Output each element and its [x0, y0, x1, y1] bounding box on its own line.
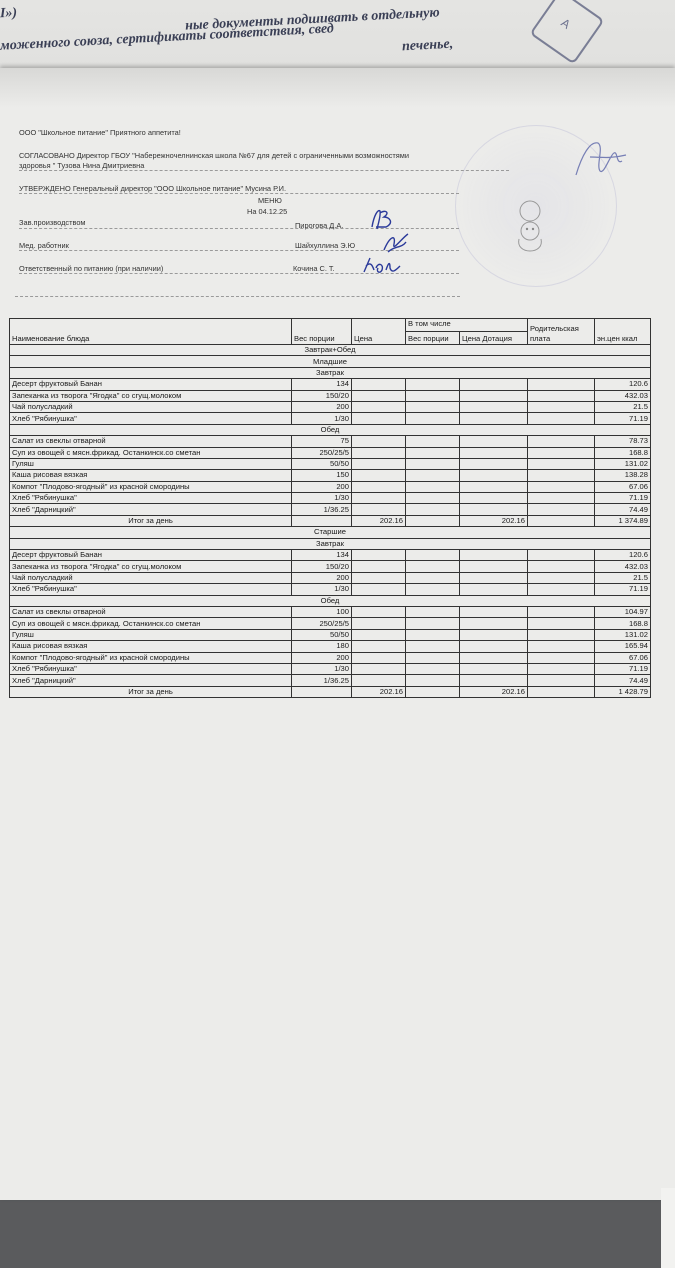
- dish-price: [352, 436, 406, 447]
- inc-weight: [406, 390, 460, 401]
- dish-weight: 150/20: [292, 390, 352, 401]
- inc-price: [460, 584, 528, 595]
- table-row: [10, 390, 651, 401]
- name-responsible: Кочина С. Т.: [293, 264, 335, 273]
- dish-energy: 67.06: [595, 652, 651, 663]
- inc-weight: [406, 561, 460, 572]
- inc-weight: [406, 606, 460, 617]
- dish-name: Суп из овощей с мясн.фрикад. Останкинск.со сметан: [10, 618, 292, 629]
- parent-pay: [528, 641, 595, 652]
- section-label: Обед: [10, 424, 651, 435]
- dish-price: 202.16: [352, 686, 406, 697]
- inc-weight: [406, 379, 460, 390]
- table-row: [10, 379, 651, 390]
- dish-name: Каша рисовая вязкая: [10, 470, 292, 481]
- dish-energy: 1 374.89: [595, 515, 651, 526]
- dish-name: Итог за день: [10, 515, 292, 526]
- inc-price: [460, 675, 528, 686]
- inc-weight: [406, 504, 460, 515]
- inc-weight: [406, 652, 460, 663]
- inc-price: [460, 629, 528, 640]
- inc-weight: [406, 470, 460, 481]
- dish-weight: 200: [292, 481, 352, 492]
- dish-weight: 1/36.25: [292, 675, 352, 686]
- table-row: [10, 504, 651, 515]
- menu-date: На 04.12.25: [247, 207, 288, 216]
- dish-name: Гуляш: [10, 629, 292, 640]
- dish-energy: 165.94: [595, 641, 651, 652]
- dish-price: [352, 641, 406, 652]
- inc-price: [460, 436, 528, 447]
- dish-energy: 21.5: [595, 401, 651, 412]
- dish-name: Итог за день: [10, 686, 292, 697]
- inc-price: [460, 504, 528, 515]
- parent-pay: [528, 470, 595, 481]
- table-row: [10, 663, 651, 674]
- dish-weight: 250/25/5: [292, 618, 352, 629]
- dish-name: Хлеб "Дарницкий": [10, 504, 292, 515]
- menu-title: МЕНЮ: [258, 196, 282, 205]
- dish-energy: 131.02: [595, 458, 651, 469]
- dish-price: [352, 447, 406, 458]
- agreed-line-2: здоровья " Тузова Нина Дмитриевна: [19, 161, 145, 170]
- dish-energy: 168.8: [595, 618, 651, 629]
- dish-energy: 74.49: [595, 675, 651, 686]
- inc-weight: [406, 481, 460, 492]
- section-row: [10, 527, 651, 538]
- dish-energy: 71.19: [595, 413, 651, 424]
- dish-name: Компот "Плодово-ягодный" из красной смородины: [10, 481, 292, 492]
- table-row: [10, 481, 651, 492]
- menu-table: [9, 318, 651, 698]
- dish-weight: 134: [292, 379, 352, 390]
- dish-weight: 1/30: [292, 413, 352, 424]
- col-parent-pay: Родительская плата: [528, 319, 595, 345]
- background-stamp: А: [529, 0, 604, 65]
- dish-price: [352, 470, 406, 481]
- dish-name: Чай полусладкий: [10, 572, 292, 583]
- dish-weight: [292, 686, 352, 697]
- inc-weight: [406, 493, 460, 504]
- dish-name: Десерт фруктовый Банан: [10, 379, 292, 390]
- dish-energy: 104.97: [595, 606, 651, 617]
- inc-weight: [406, 584, 460, 595]
- dish-name: Суп из овощей с мясн.фрикад. Останкинск.со сметан: [10, 447, 292, 458]
- dish-weight: 200: [292, 652, 352, 663]
- inc-price: [460, 390, 528, 401]
- dish-name: Запеканка из творога "Ягодка" со сгущ.молоком: [10, 390, 292, 401]
- background-text-line: печенье,: [401, 36, 454, 55]
- table-row: [10, 550, 651, 561]
- dish-weight: 200: [292, 572, 352, 583]
- inc-weight: [406, 458, 460, 469]
- dish-name: Салат из свеклы отварной: [10, 436, 292, 447]
- inc-weight: [406, 515, 460, 526]
- dish-price: [352, 629, 406, 640]
- parent-pay: [528, 401, 595, 412]
- inc-price: [460, 606, 528, 617]
- parent-pay: [528, 515, 595, 526]
- inc-weight: [406, 550, 460, 561]
- dish-energy: 67.06: [595, 481, 651, 492]
- parent-pay: [528, 584, 595, 595]
- inc-price: [460, 447, 528, 458]
- role-responsible: Ответственный по питанию (при наличии): [19, 264, 164, 273]
- dish-weight: 1/36.25: [292, 504, 352, 515]
- dish-price: [352, 675, 406, 686]
- role-production: Зав.производством: [19, 218, 86, 227]
- dish-price: [352, 618, 406, 629]
- inc-price: [460, 458, 528, 469]
- dish-energy: 131.02: [595, 629, 651, 640]
- dish-price: [352, 413, 406, 424]
- section-row: [10, 424, 651, 435]
- background-text-line: моженного союза, сертификаты соответствия, свед: [0, 21, 335, 54]
- table-row: [10, 561, 651, 572]
- parent-pay: [528, 481, 595, 492]
- col-including: В том числе: [406, 319, 528, 332]
- inc-weight: [406, 401, 460, 412]
- inc-price: [460, 561, 528, 572]
- dish-name: Салат из свеклы отварной: [10, 606, 292, 617]
- dish-price: [352, 550, 406, 561]
- section-label: Завтрак+Обед: [10, 345, 651, 356]
- parent-pay: [528, 390, 595, 401]
- dish-name: Хлеб "Рябинушка": [10, 493, 292, 504]
- dish-name: Компот "Плодово-ягодный" из красной смородины: [10, 652, 292, 663]
- dish-name: Десерт фруктовый Банан: [10, 550, 292, 561]
- parent-pay: [528, 413, 595, 424]
- background-text-line: I»): [0, 5, 18, 22]
- dish-weight: 1/30: [292, 584, 352, 595]
- parent-pay: [528, 572, 595, 583]
- dish-price: [352, 379, 406, 390]
- dish-weight: 1/30: [292, 493, 352, 504]
- dish-name: Хлеб "Рябинушка": [10, 584, 292, 595]
- table-row: [10, 470, 651, 481]
- signature-production: [368, 205, 398, 233]
- dish-energy: 120.6: [595, 379, 651, 390]
- dish-energy: 432.03: [595, 390, 651, 401]
- inc-price: [460, 572, 528, 583]
- inc-weight: [406, 629, 460, 640]
- table-row: [10, 629, 651, 640]
- parent-pay: [528, 379, 595, 390]
- table-row: [10, 413, 651, 424]
- table-row: [10, 436, 651, 447]
- parent-pay: [528, 458, 595, 469]
- parent-pay: [528, 629, 595, 640]
- org-name: ООО "Школьное питание" Приятного аппетита!: [19, 128, 181, 137]
- dish-price: [352, 504, 406, 515]
- dish-energy: 74.49: [595, 504, 651, 515]
- signature-director: [570, 135, 630, 185]
- dish-energy: 1 428.79: [595, 686, 651, 697]
- inc-price: 202.16: [460, 515, 528, 526]
- inc-weight: [406, 413, 460, 424]
- dish-weight: 50/50: [292, 458, 352, 469]
- dish-price: [352, 584, 406, 595]
- section-row: [10, 595, 651, 606]
- inc-price: [460, 481, 528, 492]
- parent-pay: [528, 550, 595, 561]
- dish-price: [352, 606, 406, 617]
- inc-weight: [406, 641, 460, 652]
- table-row: [10, 606, 651, 617]
- dish-price: [352, 481, 406, 492]
- section-row: [10, 367, 651, 378]
- dish-energy: 71.19: [595, 663, 651, 674]
- role-medic: Мед. работник: [19, 241, 69, 250]
- table-row: [10, 675, 651, 686]
- parent-pay: [528, 652, 595, 663]
- section-row: [10, 538, 651, 549]
- parent-pay: [528, 436, 595, 447]
- section-label: Завтрак: [10, 538, 651, 549]
- parent-pay: [528, 606, 595, 617]
- dish-weight: 100: [292, 606, 352, 617]
- approved-line: УТВЕРЖДЕНО Генеральный директор "ООО Школьное питание" Мусина Р.И.: [19, 184, 287, 193]
- dish-weight: 150/20: [292, 561, 352, 572]
- dish-weight: [292, 515, 352, 526]
- parent-pay: [528, 686, 595, 697]
- signature-responsible: [360, 254, 402, 278]
- table-row: [10, 652, 651, 663]
- dish-price: 202.16: [352, 515, 406, 526]
- dish-energy: 432.03: [595, 561, 651, 572]
- dish-price: [352, 493, 406, 504]
- section-label: Обед: [10, 595, 651, 606]
- section-label: Старшие: [10, 527, 651, 538]
- dish-name: Чай полусладкий: [10, 401, 292, 412]
- parent-pay: [528, 675, 595, 686]
- col-inc-weight: Вес порции: [406, 332, 460, 345]
- dish-weight: 1/30: [292, 663, 352, 674]
- agreed-line-1: СОГЛАСОВАНО Директор ГБОУ "Набережночелнинская школа №67 для детей с ограниченными возможностями: [19, 151, 409, 160]
- section-row: [10, 356, 651, 367]
- inc-price: [460, 550, 528, 561]
- parent-pay: [528, 561, 595, 572]
- col-inc-price: Цена Дотация: [460, 332, 528, 345]
- inc-price: [460, 652, 528, 663]
- inc-price: [460, 618, 528, 629]
- dish-weight: 200: [292, 401, 352, 412]
- table-row: [10, 618, 651, 629]
- dish-name: Каша рисовая вязкая: [10, 641, 292, 652]
- background-text-line: ные документы подшивать в отдельную: [184, 5, 440, 34]
- dish-weight: 134: [292, 550, 352, 561]
- inc-price: [460, 493, 528, 504]
- dish-name: Запеканка из творога "Ягодка" со сгущ.молоком: [10, 561, 292, 572]
- col-name: Наименование блюда: [10, 319, 292, 345]
- inc-weight: [406, 663, 460, 674]
- col-weight: Вес порции: [292, 319, 352, 345]
- inc-price: [460, 413, 528, 424]
- dish-price: [352, 572, 406, 583]
- dish-weight: 180: [292, 641, 352, 652]
- section-row: [10, 345, 651, 356]
- col-energy: эн.цен ккал: [595, 319, 651, 345]
- dish-energy: 120.6: [595, 550, 651, 561]
- dish-energy: 138.28: [595, 470, 651, 481]
- chef-logo-icon: [505, 195, 555, 265]
- dish-energy: 21.5: [595, 572, 651, 583]
- section-label: Младшие: [10, 356, 651, 367]
- dish-weight: 75: [292, 436, 352, 447]
- inc-weight: [406, 618, 460, 629]
- parent-pay: [528, 447, 595, 458]
- table-row: [10, 572, 651, 583]
- parent-pay: [528, 618, 595, 629]
- inc-weight: [406, 436, 460, 447]
- dish-price: [352, 561, 406, 572]
- inc-price: [460, 379, 528, 390]
- parent-pay: [528, 663, 595, 674]
- inc-price: [460, 470, 528, 481]
- dish-energy: 78.73: [595, 436, 651, 447]
- dish-price: [352, 663, 406, 674]
- inc-price: [460, 401, 528, 412]
- dish-weight: 50/50: [292, 629, 352, 640]
- dish-price: [352, 390, 406, 401]
- dish-energy: 71.19: [595, 584, 651, 595]
- dish-name: Хлеб "Рябинушка": [10, 413, 292, 424]
- signature-medic: [380, 230, 412, 256]
- table-row: [10, 447, 651, 458]
- total-row: [10, 515, 651, 526]
- dish-name: Хлеб "Дарницкий": [10, 675, 292, 686]
- table-row: [10, 584, 651, 595]
- table-row: [10, 458, 651, 469]
- dish-energy: 168.8: [595, 447, 651, 458]
- dish-price: [352, 401, 406, 412]
- inc-weight: [406, 675, 460, 686]
- dish-name: Гуляш: [10, 458, 292, 469]
- dish-price: [352, 652, 406, 663]
- name-production: Пирогова Д.А.: [295, 221, 344, 230]
- inc-weight: [406, 686, 460, 697]
- dish-name: Хлеб "Рябинушка": [10, 663, 292, 674]
- inc-price: 202.16: [460, 686, 528, 697]
- total-row: [10, 686, 651, 697]
- dish-price: [352, 458, 406, 469]
- parent-pay: [528, 504, 595, 515]
- parent-pay: [528, 493, 595, 504]
- table-row: [10, 493, 651, 504]
- table-row: [10, 401, 651, 412]
- inc-weight: [406, 572, 460, 583]
- inc-price: [460, 641, 528, 652]
- dish-weight: 150: [292, 470, 352, 481]
- table-row: [10, 641, 651, 652]
- inc-weight: [406, 447, 460, 458]
- dish-weight: 250/25/5: [292, 447, 352, 458]
- inc-price: [460, 663, 528, 674]
- dish-energy: 71.19: [595, 493, 651, 504]
- section-label: Завтрак: [10, 367, 651, 378]
- col-price: Цена: [352, 319, 406, 345]
- name-medic: Шайхуллина Э.Ю: [295, 241, 356, 250]
